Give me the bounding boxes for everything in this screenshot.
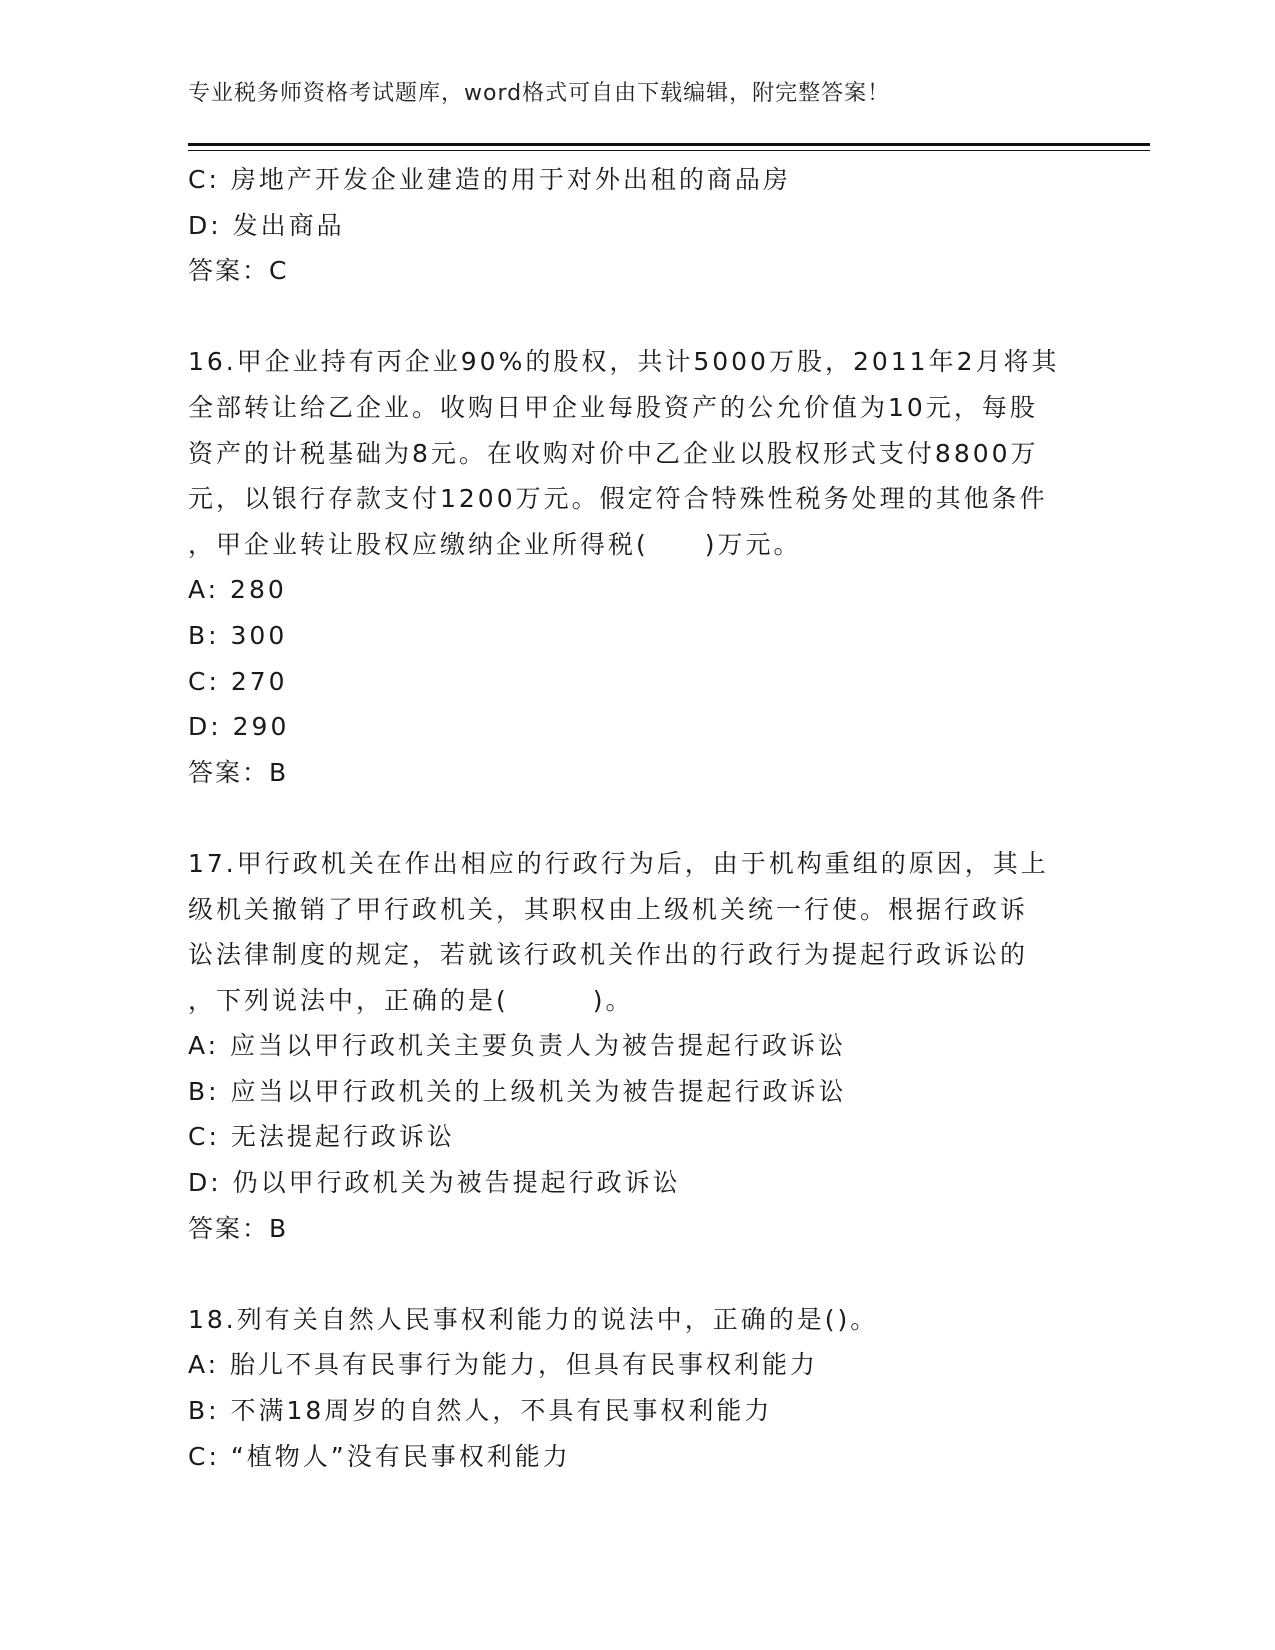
question-15-tail [188,157,1088,294]
question-stem-line: ，下列说法中，正确的是( )。 [188,985,634,1015]
option-d: D: 290 [188,712,290,742]
header-rule-thin [188,150,1150,151]
option-c: C: 房地产开发企业建造的用于对外出租的商品房 [188,165,791,194]
spacer [188,294,1088,340]
document-body [188,157,1088,1479]
question-stem-line: 18.列有关自然人民事权利能力的说法中，正确的是()。 [188,1304,879,1334]
question-stem-line: 16.甲企业持有丙企业90%的股权，共计5000万股，2011年2月将其 [188,347,1060,377]
question-stem-line: 讼法律制度的规定，若就该行政机关作出的行政行为提起行政诉讼的 [188,940,1029,970]
question-stem-line: 级机关撤销了甲行政机关，其职权由上级机关统一行使。根据行政诉 [188,894,1029,924]
option-b: B: 应当以甲行政机关的上级机关为被告提起行政诉讼 [188,1076,847,1106]
option-b: B: 不满18周岁的自然人，不具有民事权利能力 [188,1396,773,1426]
header-rule-thick [188,143,1150,146]
answer: 答案：B [188,757,289,787]
question-stem-line: ，甲企业转让股权应缴纳企业所得税( )万元。 [188,529,802,559]
option-a: A: 胎儿不具有民事行为能力，但具有民事权利能力 [188,1350,819,1380]
spacer [188,795,1088,841]
option-c: C: 无法提起行政诉讼 [188,1122,455,1152]
answer: 答案：B [188,1213,289,1243]
option-d: D: 发出商品 [188,210,345,240]
option-c: C: “植物人”没有民事权利能力 [188,1441,571,1471]
question-stem-line: 17.甲行政机关在作出相应的行政行为后，由于机构重组的原因，其上 [188,848,1049,878]
option-b: B: 300 [188,620,288,650]
question-18 [188,1297,1088,1479]
question-stem-line: 元，以银行存款支付1200万元。假定符合特殊性税务处理的其他条件 [188,484,1048,514]
option-d: D: 仍以甲行政机关为被告提起行政诉讼 [188,1168,681,1198]
option-c: C: 270 [188,666,288,696]
question-16 [188,339,1088,795]
question-17 [188,841,1088,1251]
question-stem-line: 全部转让给乙企业。收购日甲企业每股资产的公允价值为10元，每股 [188,392,1038,422]
spacer [188,1251,1088,1297]
question-stem-line: 资产的计税基础为8元。在收购对价中乙企业以股权形式支付8800万 [188,438,1039,468]
answer: 答案：C [188,256,289,286]
option-a: A: 280 [188,575,287,605]
option-a: A: 应当以甲行政机关主要负责人为被告提起行政诉讼 [188,1031,847,1061]
page-header: 专业税务师资格考试题库，word格式可自由下载编辑，附完整答案！ [188,81,891,106]
